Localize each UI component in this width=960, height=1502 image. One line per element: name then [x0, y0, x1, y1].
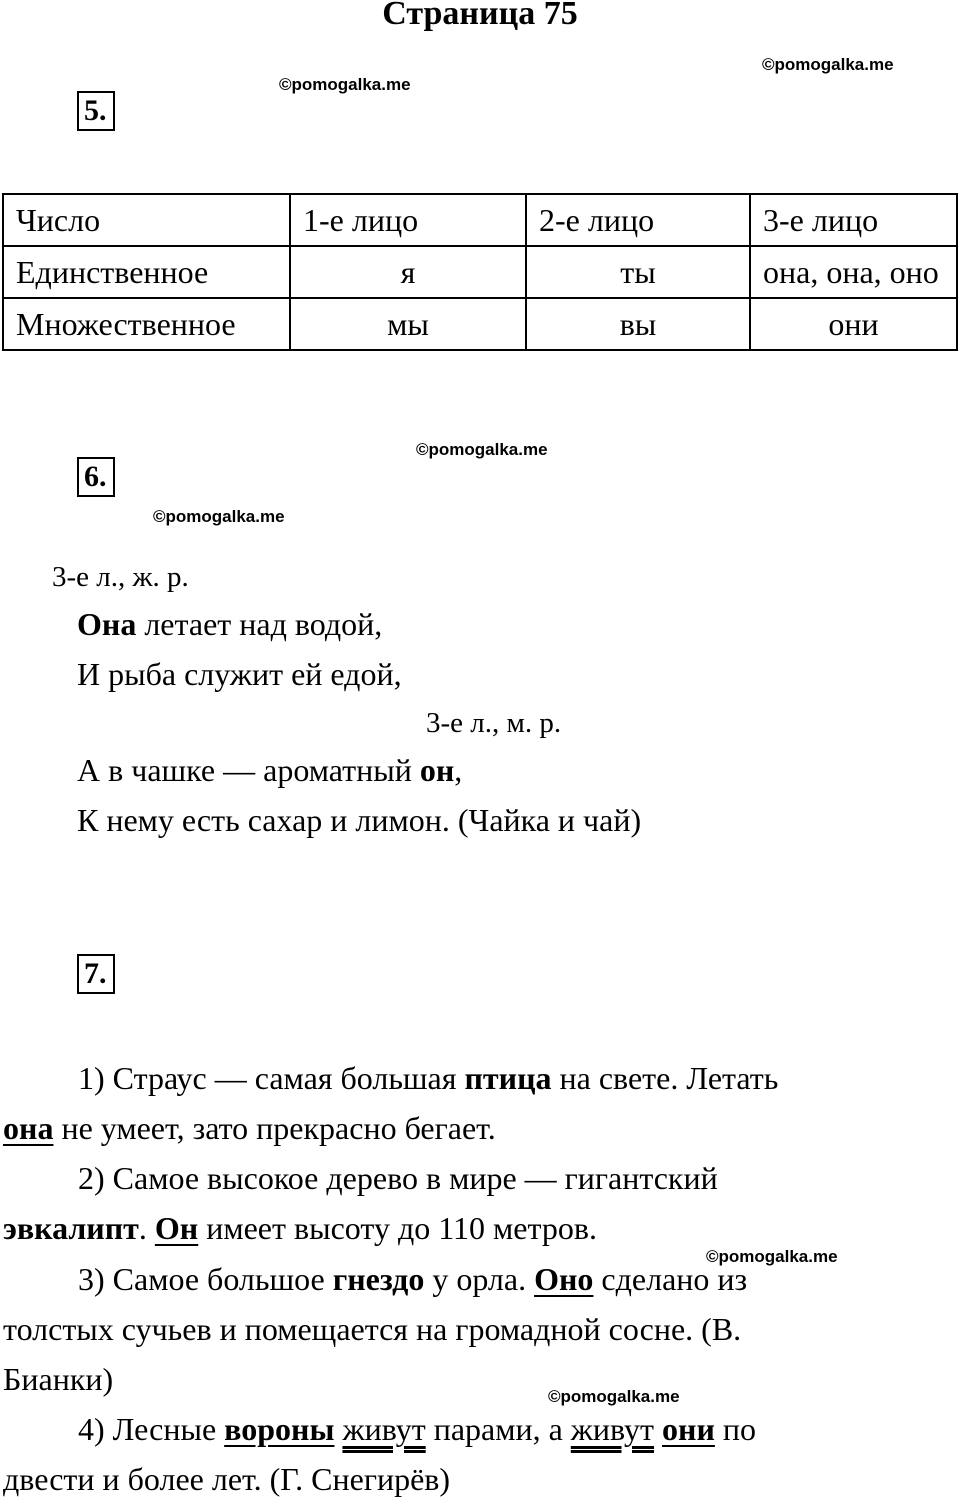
poem-line: Она летает над водой,: [77, 606, 383, 642]
pronoun-table: [2, 193, 958, 351]
grammar-note: 3-е л., м. р.: [426, 707, 562, 739]
table-cell: я: [290, 246, 526, 298]
task-5-number: 5.: [77, 91, 115, 131]
watermark: ©pomogalka.me: [706, 1247, 838, 1266]
table-header-cell: Число: [3, 194, 290, 246]
table-cell: мы: [290, 298, 526, 350]
watermark: ©pomogalka.me: [548, 1387, 680, 1406]
pronoun: Он: [154, 1210, 199, 1246]
watermark: ©pomogalka.me: [762, 55, 894, 74]
pronoun: Она: [77, 606, 137, 642]
noun: гнездо: [332, 1261, 425, 1297]
pronoun: они: [662, 1411, 715, 1447]
table-header-cell: 2-е лицо: [526, 194, 750, 246]
page-title: Страница 75: [382, 0, 578, 32]
pronoun: Оно: [534, 1261, 594, 1297]
watermark: ©pomogalka.me: [153, 507, 285, 526]
table-cell: Единственное: [3, 246, 290, 298]
pronoun: она: [3, 1110, 54, 1146]
table-cell: вы: [526, 298, 750, 350]
verb: живут: [342, 1411, 426, 1447]
poem-line: А в чашке — ароматный он,: [77, 752, 463, 788]
sentence-line: толстых сучьев и помещается на громадной сосне. (В.: [3, 1311, 742, 1347]
table-row: [3, 298, 957, 350]
table-cell: они: [750, 298, 957, 350]
noun: вороны: [224, 1411, 335, 1447]
grammar-note: 3-е л., ж. р.: [52, 561, 189, 593]
sentence-line: двести и более лет. (Г. Снегирёв): [3, 1461, 451, 1497]
poem-line: И рыба служит ей едой,: [77, 656, 402, 692]
task-7-number: 7.: [77, 954, 115, 994]
watermark: ©pomogalka.me: [416, 440, 548, 459]
table-cell: она, она, оно: [750, 246, 957, 298]
noun: птица: [464, 1060, 552, 1096]
sentence-line: она не умеет, зато прекрасно бегает.: [3, 1110, 496, 1146]
task-6-number: 6.: [77, 457, 115, 497]
sentence-line: Бианки): [3, 1361, 114, 1397]
pronoun: он: [419, 752, 455, 788]
watermark: ©pomogalka.me: [279, 75, 411, 94]
table-row: [3, 246, 957, 298]
table-header-row: [3, 194, 957, 246]
verb: живут: [570, 1411, 655, 1447]
sentence-line: 1) Страус — самая большая птица на свете. Летать: [78, 1060, 779, 1096]
sentence-line: эвкалипт. Он имеет высоту до 110 метров.: [3, 1210, 597, 1246]
table-header-cell: 3-е лицо: [750, 194, 957, 246]
sentence-line: 3) Самое большое гнездо у орла. Оно сделано из: [78, 1261, 748, 1297]
sentence-line: 2) Самое высокое дерево в мире — гигантский: [78, 1160, 718, 1196]
poem-line: К нему есть сахар и лимон. (Чайка и чай): [77, 802, 642, 838]
table-cell: Множественное: [3, 298, 290, 350]
table-cell: ты: [526, 246, 750, 298]
noun: эвкалипт: [3, 1210, 139, 1246]
table-header-cell: 1-е лицо: [290, 194, 526, 246]
sentence-line: 4) Лесные вороны живут парами, а живут они по: [78, 1411, 757, 1447]
